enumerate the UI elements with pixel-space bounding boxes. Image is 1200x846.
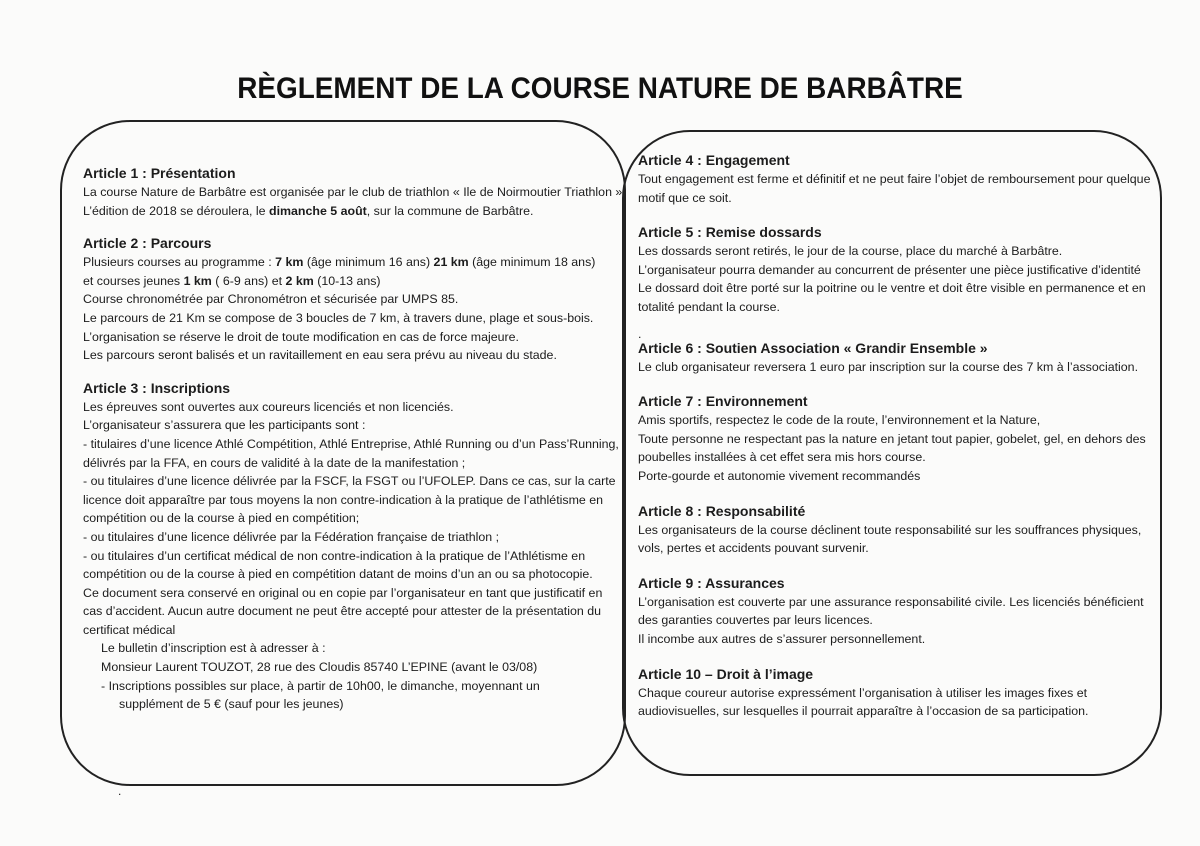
article-3-line: - ou titulaires d’une licence délivrée par la Fédération française de triathlon ;: [83, 529, 500, 544]
distance-21km: 21 km: [433, 255, 469, 270]
article-2-line: [83, 272, 603, 291]
article-5-section: [638, 223, 1146, 316]
article-3-line: supplément de 5 € (sauf pour les jeunes): [119, 697, 344, 712]
article-7-title: Article 7 : Environnement: [638, 393, 808, 410]
article-1-section: [83, 164, 623, 220]
text-run: (âge minimum 16 ans): [303, 255, 434, 270]
article-4-line: motif que ce soit.: [638, 190, 732, 205]
article-7-line: Porte-gourde et autonomie vivement recommandés: [638, 468, 921, 483]
article-4-title: Article 4 : Engagement: [638, 152, 790, 168]
article-5-line: Les dossards seront retirés, le jour de la course, place du marché à Barbâtre.: [638, 244, 1063, 259]
stray-dot: .: [638, 326, 642, 341]
article-6-section: [638, 339, 1138, 377]
article-2-line: Les parcours seront balisés et un ravitaillement en eau sera prévu au niveau du stade.: [83, 348, 557, 363]
article-2-line: [83, 253, 603, 272]
article-10-section: [638, 665, 1138, 721]
article-10-title: Article 10 – Droit à l’image: [638, 665, 814, 682]
left-column: [83, 164, 623, 714]
article-3-line: Le bulletin d’inscription est à adresser à :: [101, 641, 326, 656]
article-4-line: Tout engagement est ferme et définitif et ne peut faire l’objet de remboursement pour quelque: [638, 172, 1151, 186]
article-10-line: Chaque coureur autorise expressément l’organisation à utiliser les images fixes et: [638, 685, 1088, 700]
article-3-line: Monsieur Laurent TOUZOT, 28 rue des Cloudis 85740 L’EPINE (avant le 03/08): [101, 660, 538, 675]
stray-dot: .: [118, 784, 122, 798]
text-run: L’édition de 2018 se déroulera, le: [83, 203, 269, 218]
text-run: , sur la commune de Barbâtre.: [366, 203, 534, 218]
article-3-line: compétition ou de la course à pied en compétition datant de moins d’un an ou sa photocopie.: [83, 567, 593, 582]
text-run: ( 6-9 ans) et: [211, 273, 286, 288]
text-run: (âge minimum 18 ans): [468, 255, 596, 270]
article-2-line: Le parcours de 21 Km se compose de 3 boucles de 7 km, à travers dune, plage et sous-bois.: [83, 310, 594, 325]
article-3-line: délivrés par la FFA, en cours de validité à la date de la manifestation ;: [83, 455, 466, 470]
article-2-section: [83, 234, 603, 365]
article-9-line: des garanties couvertes par leurs licences.: [638, 613, 873, 628]
article-8-section: [638, 502, 1142, 558]
article-7-line: Amis sportifs, respectez le code de la route, l’environnement et la Nature,: [638, 413, 1041, 428]
article-8-line: Les organisateurs de la course déclinent toute responsabilité sur les souffrances physiques,: [638, 522, 1142, 537]
article-6-title: Article 6 : Soutien Association « Grandir Ensemble »: [638, 339, 988, 356]
article-5-line: L’organisateur pourra demander au concurrent de présenter une pièce justificative d’identité: [638, 262, 1141, 277]
article-1-title: Article 1 : Présentation: [83, 165, 236, 181]
article-3-section: [83, 379, 619, 714]
text-run: Plusieurs courses au programme :: [83, 255, 276, 270]
article-9-line: Il incombe aux autres de s’assurer personnellement.: [638, 631, 926, 646]
article-5-title: Article 5 : Remise dossards: [638, 224, 822, 241]
article-3-line: Les épreuves sont ouvertes aux coureurs licenciés et non licenciés.: [83, 399, 454, 414]
race-date: dimanche 5 août: [269, 203, 367, 218]
article-8-line: vols, pertes et accidents pouvant survenir.: [638, 541, 869, 556]
article-6-line: Le club organisateur reversera 1 euro par inscription sur la course des 7 km à l’association.: [638, 359, 1139, 374]
article-8-title: Article 8 : Responsabilité: [638, 502, 806, 519]
page-title: RÈGLEMENT DE LA COURSE NATURE DE BARBÂTRE: [237, 72, 963, 105]
article-3-line: certificat médical: [83, 622, 176, 637]
article-1-line: [83, 202, 603, 221]
article-7-line: Toute personne ne respectant pas la nature en jetant tout papier, gobelet, gel, en dehors des: [638, 431, 1146, 446]
article-2-line: Course chronométrée par Chronométron et sécurisée par UMPS 85.: [83, 292, 459, 307]
article-3-line: - titulaires d’une licence Athlé Compétition, Athlé Entreprise, Athlé Running ou d’un Pass’Running,: [83, 436, 619, 451]
article-3-title: Article 3 : Inscriptions: [83, 379, 231, 396]
article-3-line: cas d’accident. Aucun autre document ne peut être accepté pour attester de la présentation du: [83, 604, 601, 619]
distance-7km: 7 km: [275, 255, 304, 270]
article-3-line: - ou titulaires d’une licence délivrée par la FSCF, la FSGT ou l’UFOLEP. Dans ce cas, sur la carte: [83, 474, 616, 489]
article-5-line: Le dossard doit être porté sur la poitrine ou le ventre et doit être visible en permanence et en: [638, 281, 1146, 296]
right-column: [638, 151, 1151, 721]
article-10-line: audiovisuelles, sur lesquelles il pourrait apparaître à l’occasion de sa participation.: [638, 704, 1089, 719]
article-2-line: L’organisation se réserve le droit de toute modification en cas de force majeure.: [83, 329, 519, 344]
article-3-line: compétition ou de la course à pied en compétition;: [83, 511, 360, 526]
distance-2km: 2 km: [285, 273, 314, 288]
article-9-section: [638, 574, 1144, 649]
article-7-section: [638, 392, 1146, 485]
article-3-line: licence doit apparaître par tous moyens la non contre-indication à la pratique de l’athlétisme en: [83, 492, 604, 507]
text-run: et courses jeunes: [83, 273, 184, 288]
article-9-title: Article 9 : Assurances: [638, 574, 785, 591]
distance-1km: 1 km: [183, 273, 212, 288]
article-3-line: - ou titulaires d’un certificat médical de non contre-indication à la pratique de l’Athlétisme en: [83, 548, 586, 563]
article-3-line: - Inscriptions possibles sur place, à partir de 10h00, le dimanche, moyennant un: [101, 678, 540, 693]
article-7-line: poubelles installées à cet effet sera mis hors course.: [638, 450, 926, 465]
text-run: (10-13 ans): [313, 273, 381, 288]
article-5-line: totalité pendant la course.: [638, 299, 780, 314]
article-3-line: Ce document sera conservé en original ou en copie par l’organisateur en tant que justificatif en: [83, 585, 603, 600]
article-3-line: L’organisateur s’assurera que les participants sont :: [83, 418, 366, 433]
article-2-title: Article 2 : Parcours: [83, 235, 212, 252]
article-9-line: L’organisation est couverte par une assurance responsabilité civile. Les licenciés bénéficient: [638, 594, 1144, 609]
article-1-line: La course Nature de Barbâtre est organisée par le club de triathlon « Ile de Noirmoutier Triathlon »: [83, 185, 623, 199]
article-4-section: [638, 151, 1151, 207]
